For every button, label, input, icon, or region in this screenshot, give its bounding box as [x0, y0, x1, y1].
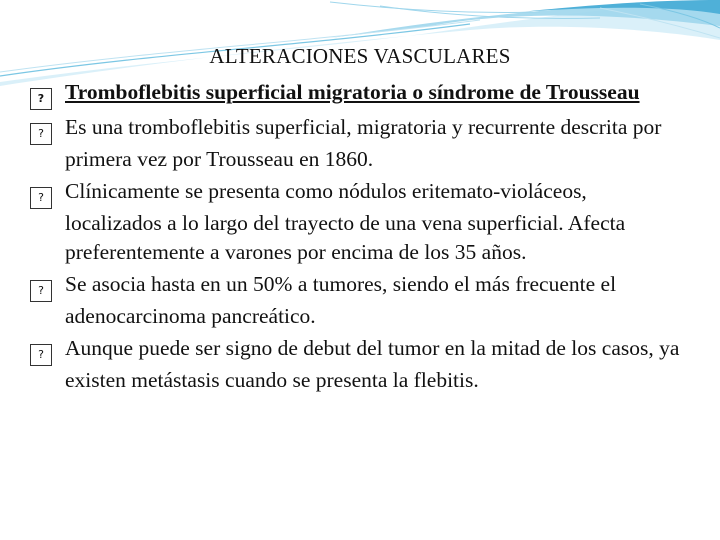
bullet-list — [30, 78, 680, 398]
bullet-text: Es una tromboflebitis superficial, migratoria y recurrente descrita por primera vez por Trousseau en 1860. — [65, 115, 662, 171]
bullet-text: Aunque puede ser signo de debut del tumor en la mitad de los casos, ya existen metástasis cuando se presenta la flebitis. — [65, 336, 680, 392]
missing-glyph-icon: ? — [30, 187, 52, 209]
bullet-text: Clínicamente se presenta como nódulos eritemato-violáceos, localizados a lo largo del trayecto de una vena superficial. Afecta preferentemente a varones por encima de los 35 años. — [65, 179, 626, 264]
missing-glyph-icon: ? — [30, 88, 52, 110]
bullet-item — [30, 78, 680, 110]
bullet-item — [30, 177, 680, 267]
bullet-text: Se asocia hasta en un 50% a tumores, siendo el más frecuente el adenocarcinoma pancreático. — [65, 272, 617, 328]
missing-glyph-icon: ? — [30, 123, 52, 145]
missing-glyph-icon: ? — [30, 280, 52, 302]
missing-glyph-icon: ? — [30, 344, 52, 366]
bullet-item — [30, 113, 680, 174]
slide-title: ALTERACIONES VASCULARES — [209, 44, 511, 68]
bullet-item — [30, 270, 680, 331]
bullet-text: Tromboflebitis superficial migratoria o síndrome de Trousseau — [65, 80, 640, 104]
bullet-item — [30, 334, 680, 395]
